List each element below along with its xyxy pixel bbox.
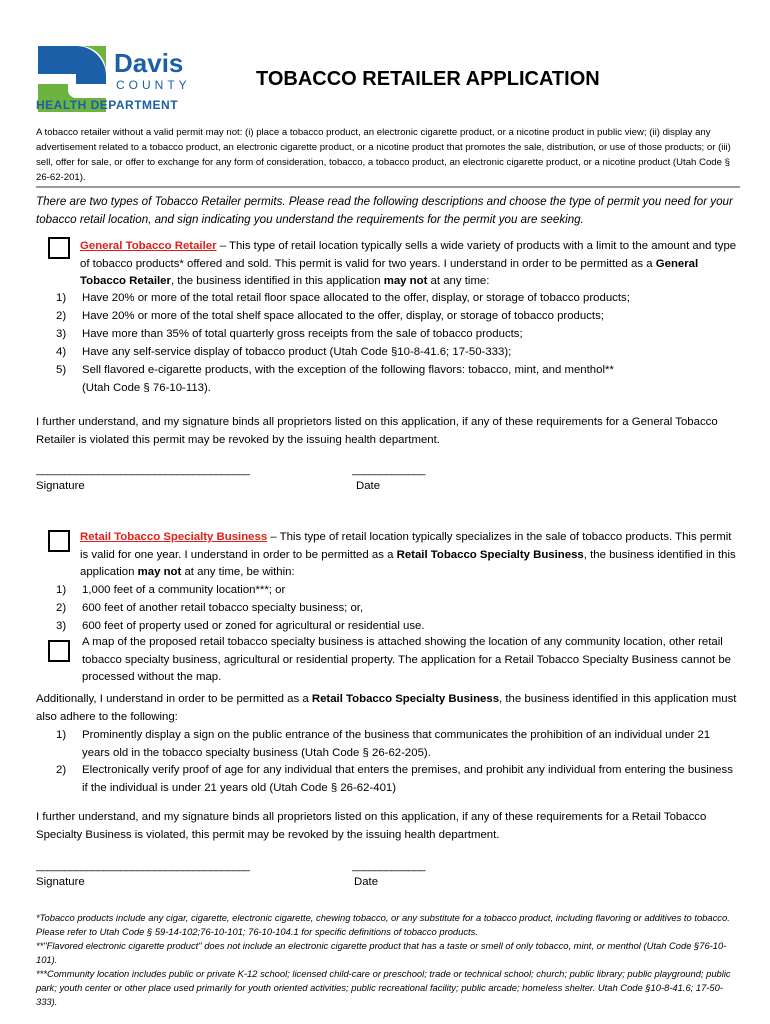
list-item: 2) Have 20% or more of the total shelf space allocated to the offer, display, or storage of tobacco products;	[56, 310, 604, 322]
davis-county-logo	[36, 44, 216, 116]
footnote-tobacco-products: *Tobacco products include any cigar, cigarette, electronic cigarette, chewing tobacco, or any substitute for a tobacco product, including flavoring or additives to tobacco. Please refer to Utah Code § 59-14-102;76-10-101; 76-10-104.1 for specific definitions of tobacco products.	[36, 912, 730, 937]
general-signature-line[interactable]: ______________________________________	[36, 464, 250, 476]
specialty-date-line[interactable]: _____________	[352, 860, 426, 872]
general-further-understand: I further understand, and my signature binds all proprietors listed on this application, if any of these requirements for a General Tobacco Retailer is violated this permit may be revoked by the issuing health department.	[36, 416, 718, 446]
footnotes	[36, 911, 736, 1009]
general-signature-label: Signature	[36, 480, 85, 492]
general-retailer-heading: General Tobacco Retailer	[80, 240, 217, 252]
list-item: 2) 600 feet of another retail tobacco specialty business; or,	[56, 602, 364, 614]
footnote-flavored-e-cigarette: **"Flavored electronic cigarette product" does not include an electronic cigarette product that has a taste or smell of only tobacco, mint, or menthol (Utah Code §76-10-101).	[36, 940, 727, 965]
list-item: 5) Sell flavored e-cigarette products, with the exception of the following flavors: tobacco, mint, and menthol**	[56, 364, 614, 376]
general-retailer-checkbox[interactable]	[48, 237, 70, 259]
map-attached-checkbox[interactable]	[48, 640, 70, 662]
additionally-paragraph: Additionally, I understand in order to be permitted as a Retail Tobacco Specialty Business, the business identified in this application must also adhere to the following:	[36, 693, 737, 723]
list-item: 1) 1,000 feet of a community location***; or	[56, 584, 286, 596]
instructions-paragraph: There are two types of Tobacco Retailer permits. Please read the following descriptions and choose the type of permit you need for your tobacco retail location, and sign indicating you understand the requirements for the permit you are seeking.	[36, 195, 733, 226]
list-item: 2) Electronically verify proof of age for any individual that enters the premises, and prohibit any individual from entering the business if the individual is under 21 years old (Utah Code § 26-62-401)	[56, 764, 733, 794]
specialty-signature-line[interactable]: ______________________________________	[36, 860, 250, 872]
specialty-further-understand: I further understand, and my signature binds all proprietors listed on this application, if any of these requirements for a Retail Tobacco Specialty Business is violated, this permit may be revoked by the issuing health department.	[36, 811, 707, 841]
intro-paragraph: A tobacco retailer without a valid permit may not: (i) place a tobacco product, an electronic cigarette product, or a nicotine product in public view; (ii) display any advertisement related to a tobacco product, an electronic cigarette product, or a nicotine product that promotes the sale, distribution, or use of those products; or (iii) sell, offer for sale, or offer to exchange for any form of consideration, tobacco, a tobacco product, an electronic cigarette product, or a nicotine product (Utah Code § 26-62-201).	[36, 127, 731, 183]
logo-davis-text: Davis	[114, 48, 184, 78]
list-item: 4) Have any self-service display of tobacco product (Utah Code §10-8-41.6; 17-50-333);	[56, 346, 512, 358]
section-divider	[36, 186, 740, 188]
specialty-business-checkbox[interactable]	[48, 530, 70, 552]
specialty-business-description: Retail Tobacco Specialty Business – This type of retail location typically specializes in the sale of tobacco products. This permit is valid for one year. I understand in order to be permitted as a Retail Tobacco Specialty Business, the business identified in this application may not at any time, be within:	[80, 531, 736, 578]
specialty-signature-label: Signature	[36, 876, 85, 888]
general-date-label: Date	[356, 480, 381, 492]
list-item: 3) 600 feet of property used or zoned for agricultural or residential use.	[56, 620, 425, 632]
list-item: 1) Prominently display a sign on the public entrance of the business that communicates the prohibition of an individual under 21 years old in the tobacco specialty business (Utah Code § 26-62-205).	[56, 729, 711, 759]
logo-county-text: COUNTY	[116, 78, 191, 92]
footnote-community-location: ***Community location includes public or private K-12 school; licensed child-care or preschool; trade or technical school; church; public library; public playground; public park; youth center or other place used primarily for youth oriented activities; public recreational facility; public arcade; homeless shelter. Utah Code §10-8-41.6; 17-50-333).	[36, 968, 731, 1007]
general-date-line[interactable]: _____________	[352, 464, 426, 476]
list-item-continuation: (Utah Code § 76-10-113).	[82, 382, 211, 394]
specialty-date-label: Date	[354, 876, 379, 888]
list-item: 3) Have more than 35% of total quarterly gross receipts from the sale of tobacco products;	[56, 328, 523, 340]
page-title: TOBACCO RETAILER APPLICATION	[256, 68, 600, 90]
map-attached-text: A map of the proposed retail tobacco specialty business is attached showing the location of any community location, other retail tobacco specialty business, agricultural or residential property. The application for a Retail Tobacco Specialty Business cannot be processed without the map.	[82, 636, 731, 683]
general-retailer-description: General Tobacco Retailer – This type of retail location typically sells a wide variety of products with a limit to the amount and type of tobacco products* offered and sold. This permit is valid for two years. I understand in order to be permitted as a General Tobacco Retailer, the business identified in this application may not at any time:	[80, 240, 737, 287]
list-item: 1) Have 20% or more of the total retail floor space allocated to the offer, display, or storage of tobacco products;	[56, 292, 630, 304]
logo-health-department-text: HEALTH DEPARTMENT	[36, 98, 179, 112]
specialty-business-heading: Retail Tobacco Specialty Business	[80, 531, 268, 543]
